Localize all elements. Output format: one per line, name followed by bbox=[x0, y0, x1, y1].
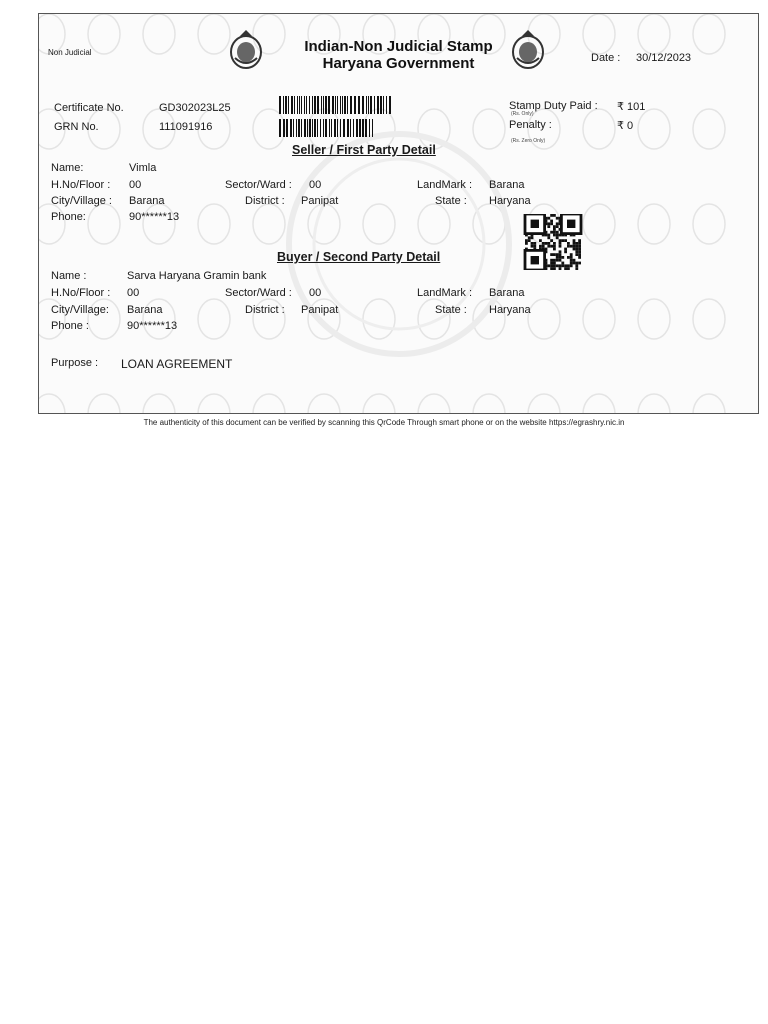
buyer-city-label: City/Village: bbox=[51, 304, 109, 316]
grn-label: GRN No. bbox=[54, 121, 99, 133]
buyer-sector-value: 00 bbox=[309, 287, 322, 299]
penalty-note: (Rs. Zero Only) bbox=[511, 138, 546, 144]
buyer-district-label: District : bbox=[245, 304, 285, 316]
penalty-value: ₹ 0 bbox=[617, 120, 634, 132]
seller-phone-label: Phone: bbox=[51, 211, 86, 223]
seller-district-label: District : bbox=[245, 195, 285, 207]
seller-hno-value: 00 bbox=[129, 179, 142, 191]
grn-value: 111091916 bbox=[159, 121, 213, 133]
buyer-landmark-value: Barana bbox=[489, 287, 525, 299]
certificate-value: GD302023L25 bbox=[159, 102, 231, 114]
buyer-phone-label: Phone : bbox=[51, 320, 89, 332]
certificate-label: Certificate No. bbox=[54, 102, 124, 114]
seller-landmark-value: Barana bbox=[489, 179, 525, 191]
date-label: Date : bbox=[591, 52, 621, 64]
buyer-sector-label: Sector/Ward : bbox=[225, 287, 292, 299]
seller-city-label: City/Village : bbox=[51, 195, 112, 207]
seller-phone-value: 90******13 bbox=[129, 211, 180, 223]
date-value: 30/12/2023 bbox=[636, 52, 692, 64]
seller-city-value: Barana bbox=[129, 195, 165, 207]
non-judicial-label: Non Judicial bbox=[48, 48, 92, 57]
emblem-right-icon bbox=[509, 28, 547, 72]
seller-sector-label: Sector/Ward : bbox=[225, 179, 292, 191]
seller-hno-label: H.No/Floor : bbox=[51, 179, 111, 191]
purpose-value: LOAN AGREEMENT bbox=[121, 357, 233, 371]
seller-name-value: Vimla bbox=[129, 162, 157, 174]
seller-sector-value: 00 bbox=[309, 179, 322, 191]
buyer-name-value: Sarva Haryana Gramin bank bbox=[127, 270, 267, 282]
barcode-grn-icon bbox=[279, 119, 373, 137]
buyer-name-label: Name : bbox=[51, 270, 87, 282]
buyer-heading: Buyer / Second Party Detail bbox=[277, 250, 441, 264]
purpose-label: Purpose : bbox=[51, 357, 99, 369]
buyer-state-value: Haryana bbox=[489, 304, 531, 316]
stamp-duty-note: (Rs. Only) bbox=[511, 111, 534, 117]
seller-heading: Seller / First Party Detail bbox=[292, 143, 436, 157]
barcode-certificate-icon bbox=[279, 96, 391, 114]
qr-code-icon[interactable] bbox=[519, 214, 587, 270]
penalty-label: Penalty : bbox=[509, 119, 552, 131]
buyer-state-label: State : bbox=[435, 304, 467, 316]
buyer-district-value: Panipat bbox=[301, 304, 339, 316]
stamp-duty-label: Stamp Duty Paid : bbox=[509, 100, 598, 112]
buyer-hno-value: 00 bbox=[127, 287, 140, 299]
buyer-phone-value: 90******13 bbox=[127, 320, 178, 332]
seller-name-label: Name: bbox=[51, 162, 84, 174]
buyer-landmark-label: LandMark : bbox=[417, 287, 473, 299]
buyer-city-value: Barana bbox=[127, 304, 163, 316]
verification-footer: The authenticity of this document can be verified by scanning this QrCode Through smart phone or on the website https://egrashry.nic.in bbox=[143, 418, 625, 427]
stamp-subtitle: Haryana Government bbox=[322, 55, 475, 72]
seller-landmark-label: LandMark : bbox=[417, 179, 473, 191]
seller-district-value: Panipat bbox=[301, 195, 339, 207]
seller-state-value: Haryana bbox=[489, 195, 531, 207]
buyer-hno-label: H.No/Floor : bbox=[51, 287, 111, 299]
stamp-paper bbox=[38, 13, 759, 414]
stamp-duty-value: ₹ 101 bbox=[617, 101, 646, 113]
stamp-title: Indian-Non Judicial Stamp bbox=[304, 38, 493, 55]
seller-state-label: State : bbox=[435, 195, 467, 207]
